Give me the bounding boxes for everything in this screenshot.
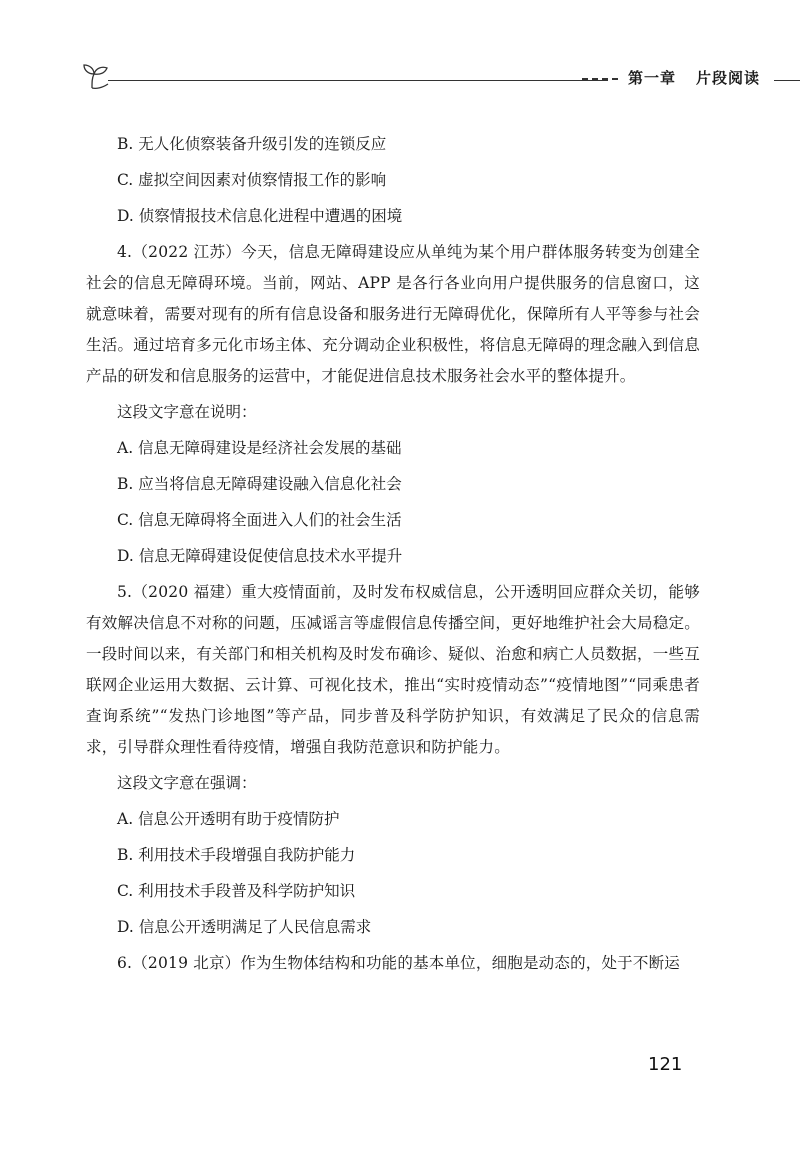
q4-option-d: D. 信息无障碍建设促使信息技术水平提升: [117, 547, 403, 565]
chapter-label: 第一章: [628, 69, 677, 87]
section-label: 片段阅读: [696, 69, 761, 87]
q4-option-a: A. 信息无障碍建设是经济社会发展的基础: [117, 439, 402, 457]
q4-option-b: B. 应当将信息无障碍建设融入信息化社会: [117, 475, 402, 493]
page-number: 121: [648, 1054, 683, 1075]
q3-option-c: C. 虚拟空间因素对侦察情报工作的影响: [117, 171, 387, 189]
q6-passage: 6.（2019 北京）作为生物体结构和功能的基本单位，细胞是动态的，处于不断运: [117, 954, 680, 972]
sprout-icon: [80, 62, 114, 96]
q5-option-b: B. 利用技术手段增强自我防护能力: [117, 846, 356, 864]
q5-option-d: D. 信息公开透明满足了人民信息需求: [117, 918, 372, 936]
q5-option-c: C. 利用技术手段普及科学防护知识: [117, 882, 356, 900]
header-rule-right: [774, 80, 800, 81]
header-rule-left: [108, 80, 608, 81]
q4-option-c: C. 信息无障碍将全面进入人们的社会生活: [117, 511, 402, 529]
q5-stem: 这段文字意在强调：: [117, 774, 257, 792]
q4-passage: 4.（2022 江苏）今天，信息无障碍建设应从单纯为某个用户群体服务转变为创建全社会的信息无障碍环境。当前，网站、APP 是各行各业向用户提供服务的信息窗口，这就意味着，需要对现有的所有信息设备和服务进行无障碍优化，保障所有人平等参与社会生活。通过培育多元化市场主体、充分调动企业积极性，将信息无障碍的理念融入到信息产品的研发和信息服务的运营中，才能促进信息技术服务社会水平的整体提升。: [86, 243, 700, 385]
header-dashed-rule: [582, 78, 618, 80]
q3-option-b: B. 无人化侦察装备升级引发的连锁反应: [117, 135, 387, 153]
q5-option-a: A. 信息公开透明有助于疫情防护: [117, 810, 340, 828]
q5-passage: 5.（2020 福建）重大疫情面前，及时发布权威信息，公开透明回应群众关切，能够有效解决信息不对称的问题，压减谣言等虚假信息传播空间，更好地维护社会大局稳定。一段时间以来，有关部门和相关机构及时发布确诊、疑似、治愈和病亡人员数据，一些互联网企业运用大数据、云计算、可视化技术，推出“实时疫情动态”“疫情地图”“同乘患者查询系统”“发热门诊地图”等产品，同步普及科学防护知识，有效满足了民众的信息需求，引导群众理性看待疫情，增强自我防范意识和防护能力。: [86, 583, 700, 756]
running-header: [80, 62, 761, 98]
header-title: [628, 67, 760, 88]
page-content: [86, 129, 700, 984]
q4-stem: 这段文字意在说明：: [117, 403, 257, 421]
q3-option-d: D. 侦察情报技术信息化进程中遭遇的困境: [117, 207, 403, 225]
